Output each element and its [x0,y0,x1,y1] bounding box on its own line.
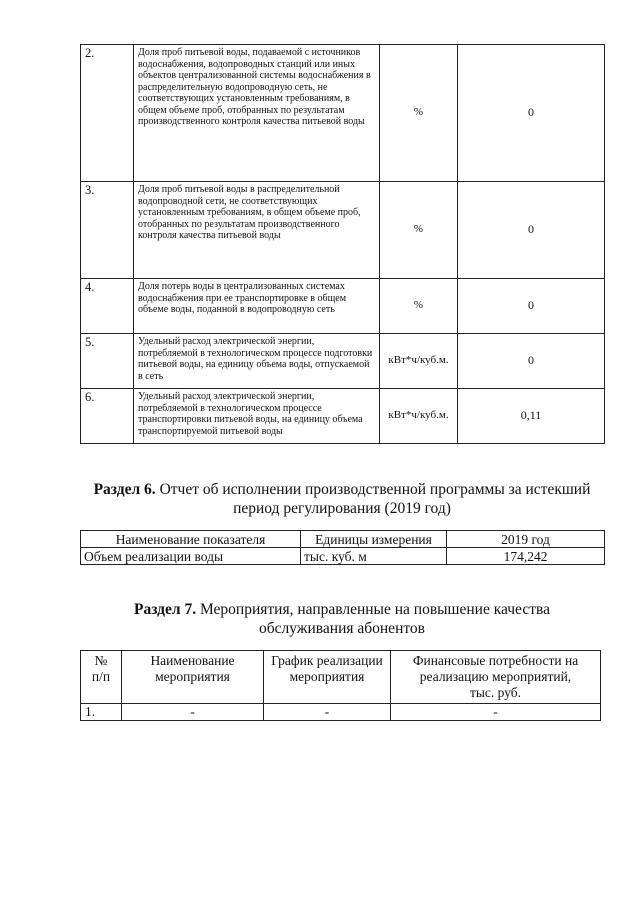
indicator-description: Удельный расход электрической энергии, потребляемой в технологическом процессе транспортировки питьевой воды, на единицу объема транспортируемой питьевой воды [134,389,380,444]
section-7-title-text: Мероприятия, направленные на повышение качества [199,601,550,618]
indicator-value: 0 [458,182,605,279]
column-header-schedule: График реализации мероприятия [264,651,391,704]
row-number: 1. [81,704,122,721]
indicator-name: Объем реализации воды [81,548,301,565]
section-6-title-text: Отчет об исполнении производственной программы за истекший [159,481,591,498]
table-row [81,45,605,182]
measure-financial-needs: - [391,704,601,721]
section-7-title-line-2: обслуживания абонентов [258,620,425,637]
section-6-title-line-2: период регулирования (2019 год) [233,500,451,517]
measure-name: - [122,704,264,721]
table-row [81,334,605,389]
column-header-year: 2019 год [447,531,605,548]
indicator-unit: тыс. куб. м [301,548,447,565]
indicator-value: 0,11 [458,389,605,444]
column-header-measure-name: Наименование мероприятия [122,651,264,704]
indicator-unit: % [380,182,458,279]
column-header-number: № п/п [81,651,122,704]
table-row [81,389,605,444]
row-number: 4. [81,279,134,334]
section-6-heading [80,480,604,518]
indicator-unit: % [380,279,458,334]
row-number: 6. [81,389,134,444]
indicator-unit: кВт*ч/куб.м. [380,334,458,389]
column-header-unit: Единицы измерения [301,531,447,548]
indicator-value: 0 [458,45,605,182]
table-header-row [81,651,601,704]
indicator-value: 174,242 [447,548,605,565]
indicator-unit: % [380,45,458,182]
column-header-financial-needs: Финансовые потребности на реализацию мероприятий, тыс. руб. [391,651,601,704]
section-6-title-line-1 [80,480,604,499]
indicator-description: Доля проб питьевой воды, подаваемой с источников водоснабжения, водопроводных станций или иных объектов централизованной системы водоснабжения в распределительную водопроводную сеть, не соответствующих установленным требованиям, в общем объеме проб, отобранных по результатам производственного контроля качества питьевой воды [134,45,380,182]
row-number: 2. [81,45,134,182]
measure-schedule: - [264,704,391,721]
table-header-row [81,531,605,548]
indicators-table [80,44,605,444]
section-7-title-line-1 [80,600,604,619]
column-header-indicator: Наименование показателя [81,531,301,548]
section-7-heading [80,600,604,638]
table-row [81,704,601,721]
indicator-unit: кВт*ч/куб.м. [380,389,458,444]
row-number: 3. [81,182,134,279]
table-row [81,548,605,565]
section-7-label: Раздел 7. [134,601,197,618]
section-6-label: Раздел 6. [93,481,156,498]
measures-table [80,650,601,721]
row-number: 5. [81,334,134,389]
indicator-description: Доля потерь воды в централизованных системах водоснабжения при ее транспортировке в общем объеме воды, поданной в водопроводную сеть [134,279,380,334]
table-row [81,279,605,334]
indicator-value: 0 [458,279,605,334]
execution-report-table [80,530,605,565]
indicator-description: Удельный расход электрической энергии, потребляемой в технологическом процессе подготовки питьевой воды, на единицу объема воды, отпускаемой в сеть [134,334,380,389]
indicator-description: Доля проб питьевой воды в распределительной водопроводной сети, не соответствующих установленным требованиям, в общем объеме проб, отобранных по результатам производственного контроля качества питьевой воды [134,182,380,279]
table-row [81,182,605,279]
indicator-value: 0 [458,334,605,389]
